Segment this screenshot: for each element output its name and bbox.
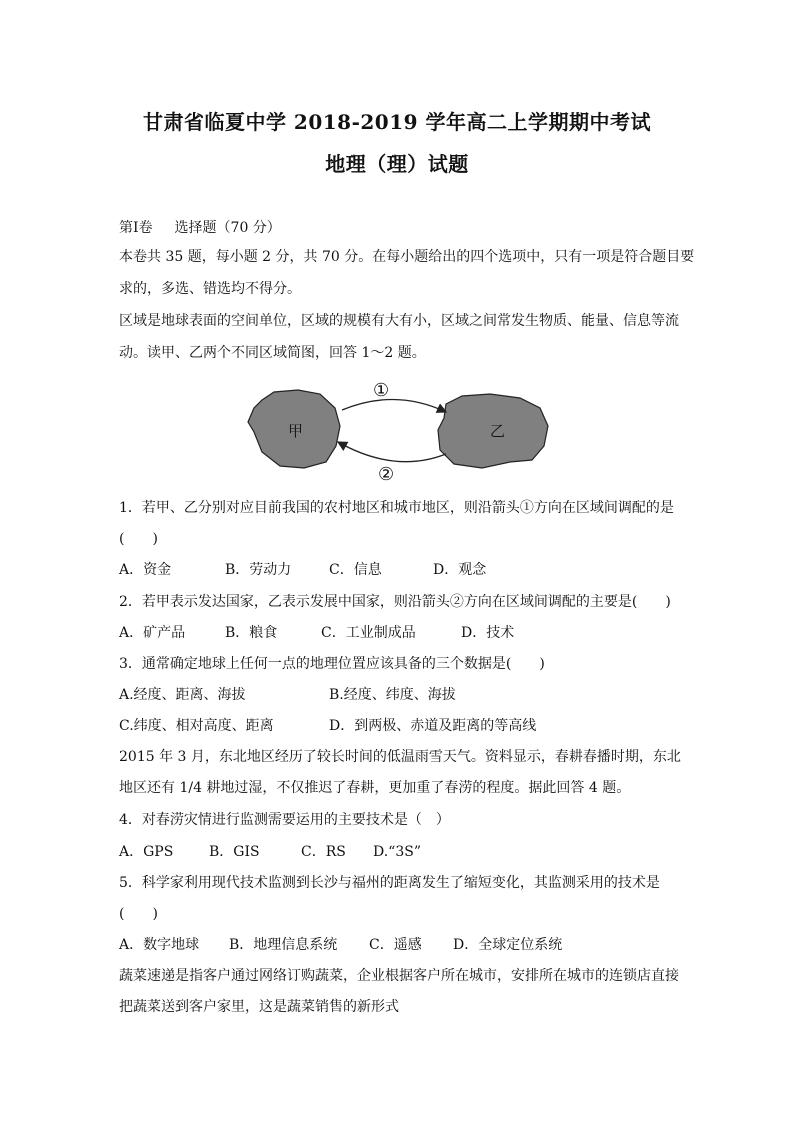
q1-option-c: C．信息 xyxy=(329,562,382,578)
passage1-line-1: 区域是地球表面的空间单位，区域的规模有大有小，区域之间常发生物质、能量、信息等流 xyxy=(119,313,679,329)
exam-title: 甘肃省临夏中学 2018-2019 学年高二上学期期中考试 xyxy=(142,110,652,134)
q1-stem: 1．若甲、乙分别对应目前我国的农村地区和城市地区，则沿箭头①方向在区域间调配的是 xyxy=(119,500,674,516)
q3-options-row-2 xyxy=(119,717,679,735)
section-name: 选择题（70 分） xyxy=(174,220,281,236)
arrow-1-label: ① xyxy=(373,380,390,401)
arrow-1 xyxy=(342,399,446,412)
q4-option-b: B．GIS xyxy=(209,844,260,860)
instructions-line-2: 求的，多选、错选均不得分。 xyxy=(119,281,301,297)
q1-option-a: A．资金 xyxy=(119,562,172,578)
q4-stem: 4．对春涝灾情进行监测需要运用的主要技术是（ ） xyxy=(119,812,450,828)
passage2-line-1: 2015 年 3 月，东北地区经历了较长时间的低温雨雪天气。资料显示，春耕春播时期，东北 xyxy=(119,749,681,765)
q2-option-a: A．矿产品 xyxy=(119,625,186,641)
q2-option-c: C．工业制成品 xyxy=(321,625,416,641)
section-part: 第Ⅰ卷 xyxy=(119,220,153,236)
region-flow-diagram xyxy=(240,370,560,490)
passage3-line-1: 蔬菜速递是指客户通过网络订购蔬菜，企业根据客户所在城市，安排所在城市的连锁店直接 xyxy=(119,968,679,984)
q3-option-a: A.经度、距离、海拔 xyxy=(119,687,246,703)
q2-option-d: D．技术 xyxy=(461,625,515,641)
passage2-line-2: 地区还有 1/4 耕地过湿，不仅推迟了春耕，更加重了春涝的程度。据此回答 4 题。 xyxy=(119,780,631,796)
q1-options xyxy=(119,561,679,579)
q5-option-c: C．遥感 xyxy=(369,937,422,953)
arrow-2-label: ② xyxy=(378,464,395,485)
q5-blank: ( ) xyxy=(119,906,158,922)
q1-option-d: D．观念 xyxy=(433,562,487,578)
q2-options xyxy=(119,624,679,642)
q3-option-c: C.纬度、相对高度、距离 xyxy=(119,718,274,734)
section-heading xyxy=(119,219,679,237)
passage1-line-2: 动。读甲、乙两个不同区域简图，回答 1～2 题。 xyxy=(119,345,426,361)
exam-subtitle: 地理（理）试题 xyxy=(325,152,469,176)
q5-option-d: D．全球定位系统 xyxy=(453,937,563,953)
arrow-2 xyxy=(338,442,446,462)
q4-options xyxy=(119,843,679,861)
q4-option-a: A．GPS xyxy=(119,844,174,860)
region-yi-label: 乙 xyxy=(490,422,506,440)
region-jia-label: 甲 xyxy=(288,422,304,440)
q2-option-b: B．粮食 xyxy=(225,625,278,641)
q3-option-b: B.经度、纬度、海拔 xyxy=(329,687,456,703)
q5-option-a: A．数字地球 xyxy=(119,937,200,953)
q3-options-row-1 xyxy=(119,686,679,704)
q2-stem: 2．若甲表示发达国家，乙表示发展中国家，则沿箭头②方向在区域间调配的主要是( ) xyxy=(119,594,671,610)
q5-stem: 5．科学家利用现代技术监测到长沙与福州的距离发生了缩短变化，其监测采用的技术是 xyxy=(119,875,660,891)
q4-option-d: D.“3S” xyxy=(373,844,421,860)
instructions-line-1: 本卷共 35 题，每小题 2 分，共 70 分。在每小题给出的四个选项中，只有一项是符合题目要 xyxy=(119,249,695,265)
q3-option-d: D．到两极、赤道及距离的等高线 xyxy=(329,718,537,734)
q5-options xyxy=(119,936,679,954)
q1-blank: ( ) xyxy=(119,531,158,547)
passage3-line-2: 把蔬菜送到客户家里，这是蔬菜销售的新形式 xyxy=(119,999,399,1015)
q3-stem: 3．通常确定地球上任何一点的地理位置应该具备的三个数据是( ) xyxy=(119,656,545,672)
q1-option-b: B．劳动力 xyxy=(225,562,292,578)
q4-option-c: C．RS xyxy=(301,844,346,860)
q5-option-b: B．地理信息系统 xyxy=(229,937,338,953)
